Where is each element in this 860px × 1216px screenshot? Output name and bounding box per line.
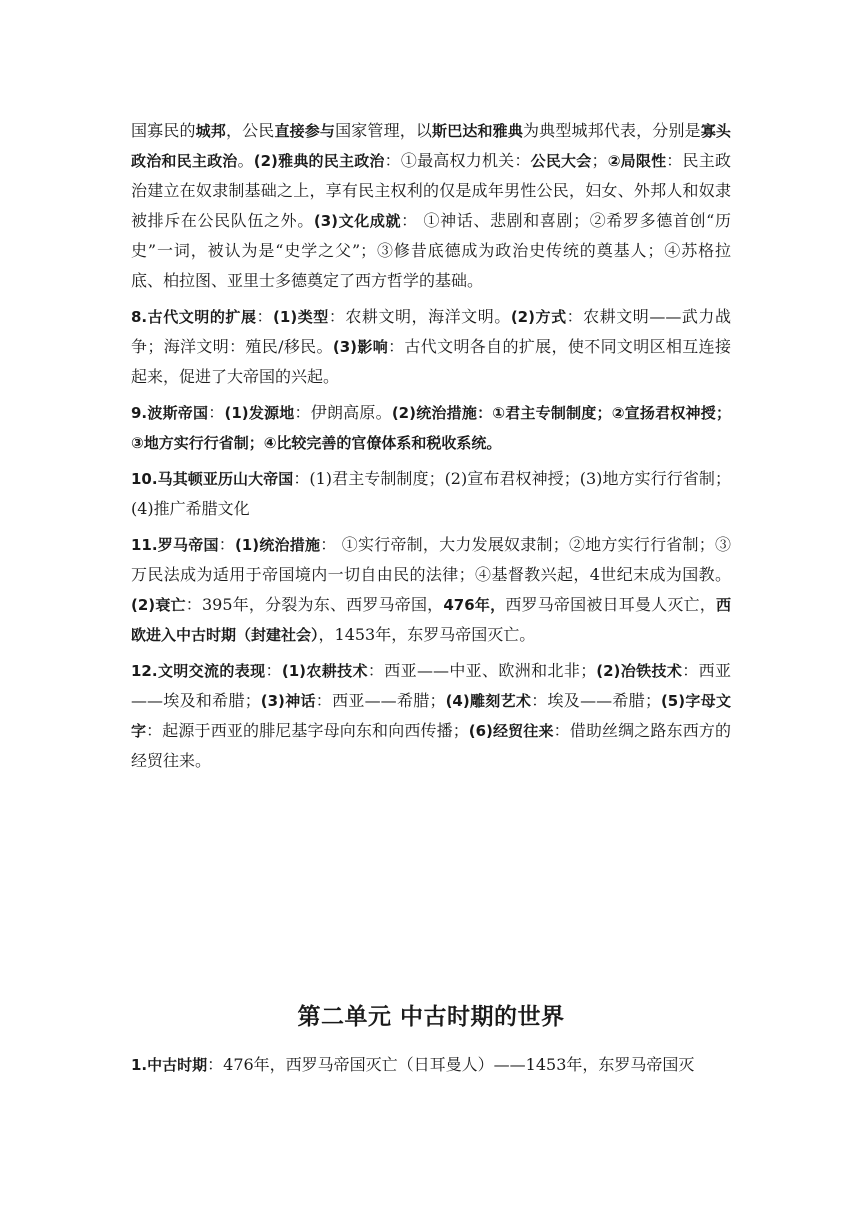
bold-term: (2)冶铁技术 xyxy=(596,662,683,680)
bold-term: 11.罗马帝国 xyxy=(131,536,219,554)
text-run: ： xyxy=(208,403,225,422)
text-run: ：起源于西亚的腓尼基字母向东和向西传播； xyxy=(146,721,469,740)
text-run: ：借助丝绸之路东西方的经贸往来。 xyxy=(131,721,731,770)
bold-term: 10.马其顿亚历山大帝国 xyxy=(131,470,294,488)
paragraph-civilization-expansion xyxy=(131,302,731,392)
paragraph-greek-city-states xyxy=(131,116,731,296)
bold-term: (3)神话 xyxy=(260,692,316,710)
text-run: ：民主政治建立在奴隶制基础之上，享有民主权利的仅是成年男性公民，妇女、外邦人和奴隶被排斥在公民队伍之外。 xyxy=(131,151,731,230)
bold-term: 1.中古时期 xyxy=(131,1056,208,1074)
text-run: ：①最高权力机关： xyxy=(384,151,531,170)
unit-two-body xyxy=(131,1050,731,1086)
text-run: ：(1)君主专制制度；(2)宣布君权神授；(3)地方实行行省制；(4)推广希腊文化 xyxy=(131,469,731,518)
bold-term: 9.波斯帝国 xyxy=(131,404,209,422)
text-run: ：395年，分裂为东、西罗马帝国， xyxy=(185,595,444,614)
text-run: 为典型城邦代表，分别是 xyxy=(523,121,701,140)
text-run: ：476年，西罗马帝国灭亡（日耳曼人）——1453年，东罗马帝国灭 xyxy=(207,1055,695,1074)
text-run: ：农耕文明，海洋文明。 xyxy=(328,307,511,326)
bold-term: (3)影响 xyxy=(332,338,389,356)
bold-term: (1)发源地 xyxy=(224,404,295,422)
text-run: ： xyxy=(265,661,282,680)
bold-term: 寡头政治和民主政治 xyxy=(131,122,731,170)
bold-term: (2)方式 xyxy=(510,308,567,326)
bold-term: (1)统治措施 xyxy=(234,536,321,554)
bold-term: (2)雅典的民主政治 xyxy=(253,152,385,170)
bold-term: 公民大会 xyxy=(530,152,592,170)
bold-term: (1)类型 xyxy=(273,308,329,326)
text-run: ： xyxy=(256,307,274,326)
bold-term: (2)统治措施：①君主专制制度；②宣扬君权神授；③地方实行行省制；④比较完善的官僚体系和税收系统。 xyxy=(131,404,731,452)
text-run: ； xyxy=(591,151,608,170)
text-run: ：西亚——埃及和希腊； xyxy=(131,661,731,710)
paragraph-medieval-period xyxy=(131,1050,731,1080)
bold-term: 斯巴达和雅典 xyxy=(432,122,524,140)
text-run: ： xyxy=(218,535,235,554)
paragraph-civilization-exchange xyxy=(131,656,731,776)
text-run: ：西亚——希腊； xyxy=(315,691,446,710)
paragraph-roman-empire xyxy=(131,530,731,650)
bold-term: 西欧进入中古时期（封建社会） xyxy=(131,596,731,644)
bold-term: (2)衰亡 xyxy=(131,596,186,614)
text-run: ：伊朗高原。 xyxy=(294,403,392,422)
bold-term: (6)经贸往来 xyxy=(468,722,554,740)
text-run: ：西亚——中亚、欧洲和北非； xyxy=(367,661,597,680)
paragraph-persian-empire xyxy=(131,398,731,458)
text-run: 国寡民的 xyxy=(131,121,196,140)
body-text xyxy=(131,116,731,782)
text-run: ：农耕文明——武力战争；海洋文明：殖民/移民。 xyxy=(131,307,731,356)
text-run: ，公民 xyxy=(225,121,275,140)
text-run: ： ①实行帝制，大力发展奴隶制；②地方实行行省制；③万民法成为适用于帝国境内一切自由民的法律；④基督教兴起，4世纪末成为国教。 xyxy=(131,535,731,584)
bold-term: ②局限性 xyxy=(607,152,667,170)
text-run: ：古代文明各自的扩展，使不同文明区相互连接起来，促进了大帝国的兴起。 xyxy=(131,337,731,386)
bold-term: 12.文明交流的表现 xyxy=(131,662,266,680)
bold-term: (4)雕刻艺术 xyxy=(445,692,532,710)
text-run: 国家管理，以 xyxy=(335,121,433,140)
bold-term: (1)农耕技术 xyxy=(281,662,368,680)
bold-term: (5)字母文字 xyxy=(131,692,731,740)
text-run: 。 xyxy=(237,151,254,170)
bold-term: 8.古代文明的扩展 xyxy=(131,308,257,326)
unit-heading: 第二单元 中古时期的世界 xyxy=(297,1004,565,1030)
bold-term: 476年， xyxy=(443,596,506,614)
bold-term: 城邦 xyxy=(195,122,226,140)
text-run: ： ①神话、悲剧和喜剧；②希罗多德首创“历史”一词，被认为是“史学之父”；③修昔底德成为政治史传统的奠基人；④苏格拉底、柏拉图、亚里士多德奠定了西方哲学的基础。 xyxy=(131,211,731,290)
text-run: 西罗马帝国被日耳曼人灭亡， xyxy=(505,595,716,614)
text-run: ，1453年，东罗马帝国灭亡。 xyxy=(318,625,536,644)
text-run: ：埃及——希腊； xyxy=(531,691,661,710)
bold-term: (3)文化成就 xyxy=(313,212,402,230)
bold-term: 直接参与 xyxy=(274,122,336,140)
paragraph-macedonian-empire xyxy=(131,464,731,524)
